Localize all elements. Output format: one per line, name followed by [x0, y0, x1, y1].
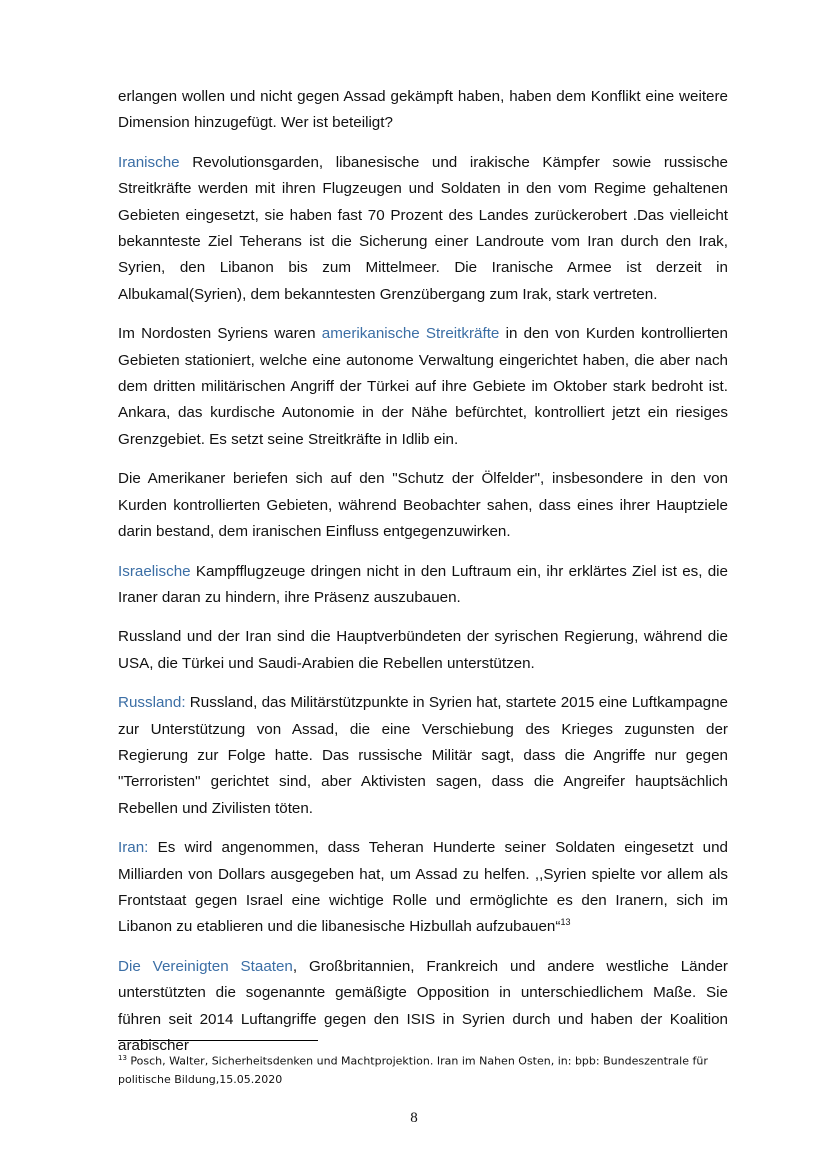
- term-amerikanische-streitkraefte: amerikanische Streitkräfte: [321, 325, 500, 343]
- paragraph-text: erlangen wollen und nicht gegen Assad gekämpft haben, haben dem Konflikt eine weitere Dimension hinzugefügt. Wer ist beteiligt?: [118, 88, 728, 132]
- paragraph-text: Die Amerikaner beriefen sich auf den "Schutz der Ölfelder", insbesondere in den von Kurden kontrollierten Gebieten, während Beobachter sahen, dass eines ihrer Hauptziele darin bestand, dem iranischen Einfluss entgegenzuwirken.: [118, 470, 728, 541]
- paragraph-amerikaner: [118, 466, 728, 545]
- paragraph-text: Russland, das Militärstützpunkte in Syrien hat, startete 2015 eine Luftkampagne zur Unterstützung von Assad, die eine Verschiebung des Krieges zugunsten der Regierung zur Folge hatte. Das russische Militär sagt, dass die Angriffe nur gegen "Terroristen" gerichtet sind, aber Aktivisten sagen, dass die Angreifer hauptsächlich Rebellen und Zivilisten töten.: [118, 694, 728, 817]
- paragraph-iranische: [118, 150, 728, 308]
- paragraph-text: , Großbritannien, Frankreich und andere westliche Länder unterstützten die sogenannte gemäßigte Opposition in unterschiedlichem Maße. Sie führen seit 2014 Luftangriffe gegen den ISIS in Syrien durch und haben der Koalition arabischer: [118, 957, 728, 1054]
- page-number: 8: [410, 1110, 418, 1126]
- term-iranische: Iranische: [118, 153, 180, 171]
- footnote-reference: 13: [560, 917, 571, 928]
- footnote-separator: [118, 1040, 318, 1041]
- paragraph-text: Revolutionsgarden, libanesische und irakische Kämpfer sowie russische Streitkräfte werden mit ihren Flugzeugen und Soldaten in den vom Regime gehaltenen Gebieten eingesetzt, sie haben fast 70 Prozent des Landes zurückerobert .Das vielleicht bekannteste Ziel Teherans ist die Sicherung einer Landroute vom Iran durch den Irak, Syrien, den Libanon bis zum Mittelmeer. Die Iranische Armee ist derzeit in Albukamal(Syrien), dem bekanntesten Grenzübergang zum Irak, stark vertreten.: [118, 153, 728, 303]
- paragraph-text-before: Im Nordosten Syriens waren: [118, 325, 322, 343]
- body-text: [118, 84, 728, 1072]
- paragraph-text: Russland und der Iran sind die Hauptverbündeten der syrischen Regierung, während die USA, die Türkei und Saudi-Arabien die Rebellen unterstützen.: [118, 628, 728, 672]
- paragraph-russland: [118, 690, 728, 822]
- paragraph-verbuendete: [118, 624, 728, 677]
- term-russland: Russland:: [118, 694, 186, 712]
- footnote-number: 13: [118, 1054, 127, 1062]
- paragraph-text: Es wird angenommen, dass Teheran Hunderte seiner Soldaten eingesetzt und Milliarden von Dollars ausgegeben hat, um Assad zu helfen. ,,Syrien spielte vor allem als Frontstaat gegen Israel eine wichtige Rolle und ermöglichte es den Iranern, sich im Libanon zu etablieren und die libanesische Hizbullah aufzubauen“: [118, 839, 728, 936]
- paragraph-israelische: [118, 559, 728, 612]
- paragraph-text-after: in den von Kurden kontrollierten Gebieten stationiert, welche eine autonome Verwaltung eingerichtet haben, die aber nach dem dritten militärischen Angriff der Türkei auf ihre Gebiete im Oktober stark bedroht ist. Ankara, das kurdische Autonomie in der Nähe befürchtet, kontrolliert jetzt ein riesiges Grenzgebiet. Es setzt seine Streitkräfte in Idlib ein.: [118, 325, 728, 448]
- term-israelische: Israelische: [118, 562, 191, 580]
- footnote-text: Posch, Walter, Sicherheitsdenken und Machtprojektion. Iran im Nahen Osten, in: bpb: Bundeszentrale für politische Bildung,15.05.2020: [118, 1054, 708, 1086]
- paragraph-1: [118, 84, 728, 137]
- term-vereinigte-staaten: Die Vereinigten Staaten: [118, 957, 293, 975]
- paragraph-amerikanische-streitkraefte: [118, 321, 728, 453]
- paragraph-vereinigte-staaten: [118, 954, 728, 1060]
- term-iran: Iran:: [118, 839, 149, 857]
- paragraph-text: Kampfflugzeuge dringen nicht in den Luftraum ein, ihr erklärtes Ziel ist es, die Iraner daran zu hindern, ihre Präsenz auszubauen.: [118, 562, 728, 606]
- footnote: [118, 1049, 730, 1089]
- paragraph-iran: [118, 835, 728, 941]
